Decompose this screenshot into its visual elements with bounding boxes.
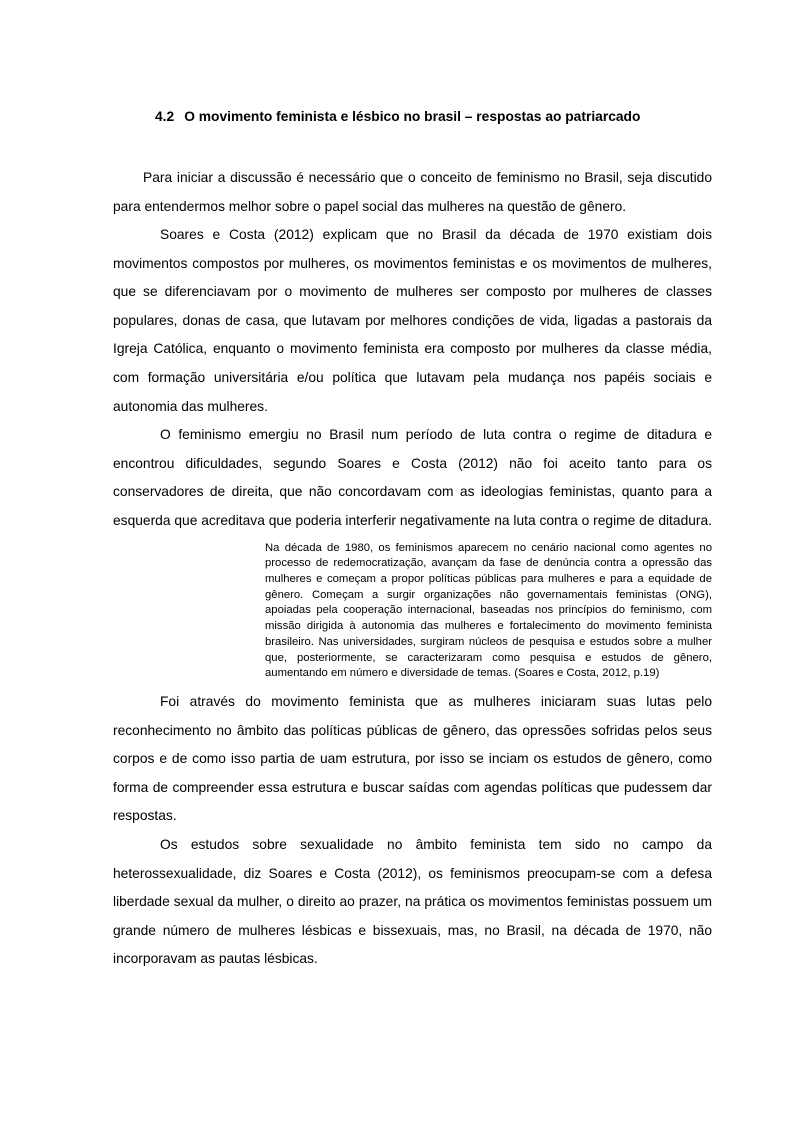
block-quote-soares-costa: Na década de 1980, os feminismos aparecem no cenário nacional como agentes no processo de redemocratização, avançam da fase de denúncia contra a opressão das mulheres e começam a propor políticas públicas para mulheres e para a equidade de gênero. Começam a surgir organizações não governamentais feministas (ONG), apoiadas pela cooperação internacional, baseadas nos princípios do feminismo, com missão dirigida à autonomia das mulheres e fortalecimento do movimento feminista brasileiro. Nas universidades, surgiram núcleos de pesquisa e estudos sobre a mulher que, posteriormente, se caracterizaram como pesquisa e estudos de gênero, aumentando em número e diversidade de temas. (Soares e Costa, 2012, p.19) xyxy=(265,541,712,680)
section-title: O movimento feminista e lésbico no brasil – respostas ao patriarcado xyxy=(184,109,641,124)
paragraph-lutas-reconhecimento: Foi através do movimento feminista que as mulheres iniciaram suas lutas pelo reconhecimento no âmbito das políticas públicas de gênero, das opressões sofridas pelos seus corpos e de como isso partia de uam estrutura, por isso se inciam os estudos de gênero, como forma de compreender essa estrutura e buscar saídas com agendas políticas que pudessem dar respostas. xyxy=(113,693,712,824)
paragraph-intro: Para iniciar a discussão é necessário que o conceito de feminismo no Brasil, seja discutido para entendermos melhor sobre o papel social das mulheres na questão de gênero. xyxy=(113,169,712,214)
section-heading xyxy=(155,108,712,126)
paragraph-soares-costa-1970: Soares e Costa (2012) explicam que no Brasil da década de 1970 existiam dois movimentos compostos por mulheres, os movimentos feministas e os movimentos de mulheres, que se diferenciavam por o movimento de mulheres ser composto por mulheres de classes populares, donas de casa, que lutavam por melhores condições de vida, ligadas a pastorais da Igreja Católica, enquanto o movimento feminista era composto por mulheres da classe média, com formação universitária e/ou política que lutavam pela mudança nos papéis sociais e autonomia das mulheres. xyxy=(113,227,712,414)
paragraph-estudos-sexualidade: Os estudos sobre sexualidade no âmbito feminista tem sido no campo da heterossexualidade, diz Soares e Costa (2012), os feminismos preocupam-se com a defesa liberdade sexual da mulher, o direito ao prazer, na prática os movimentos feministas possuem um grande número de mulheres lésbicas e bissexuais, mas, no Brasil, na década de 1970, não incorporavam as pautas lésbicas. xyxy=(113,836,712,967)
section-number: 4.2 xyxy=(155,109,175,124)
paragraph-feminismo-ditadura: O feminismo emergiu no Brasil num período de luta contra o regime de ditadura e encontrou dificuldades, segundo Soares e Costa (2012) não foi aceito tanto para os conservadores de direita, que não concordavam com as ideologias feministas, quanto para a esquerda que acreditava que poderia interferir negativamente na luta contra o regime de ditadura. xyxy=(113,427,713,529)
